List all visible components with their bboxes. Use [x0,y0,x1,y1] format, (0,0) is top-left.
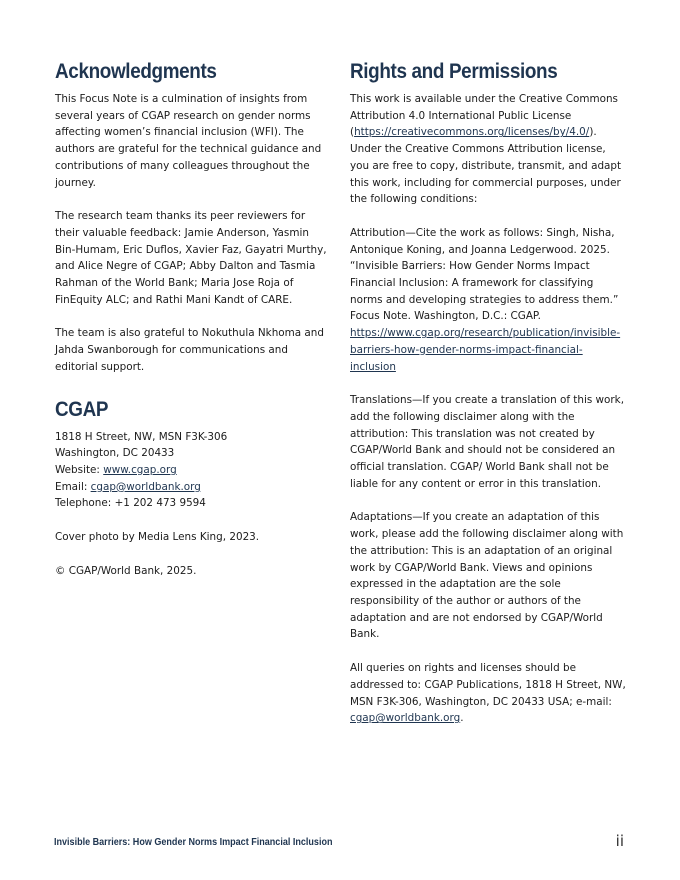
telephone-line: Telephone: +1 202 473 9594 [55,497,206,510]
queries-email-link[interactable]: cgap@worldbank.org [350,712,461,725]
queries-text: All queries on rights and licenses should be addressed to: CGAP Publications, 1818 H Street, NW, MSN F3K-306, Washington, DC 20433 USA; e-mail: [350,662,626,708]
page-number: ii [615,832,624,850]
rights-heading: Rights and Permissions [350,60,558,83]
attribution-paragraph [350,225,628,375]
email-line [55,479,330,496]
ack-paragraph-2: The research team thanks its peer reviewers for their valuable feedback: Jamie Anderson, Yasmin Bin-Humam, Eric Duflos, Xavier Faz, Gayatri Murthy, and Alice Negre of CGAP; Abby Dalton and Tasmia Rahman of the World Bank; Maria Jose Roja of FinEquity ALC; and Rathi Mani Kandt of CARE. [55,210,327,306]
cgap-heading: CGAP [55,397,109,421]
acknowledgments-heading: Acknowledgments [55,60,217,83]
license-link[interactable]: https://creativecommons.org/licenses/by/4.0/ [354,126,590,139]
rights-paragraph-1 [350,91,628,208]
ack-paragraph-1: This Focus Note is a culmination of insights from several years of CGAP research on gender norms affecting women’s financial inclusion (WFI). The authors are grateful for the technical guidance and contributions of many colleagues throughout the journey. [55,93,322,189]
address-line-2: Washington, DC 20433 [55,447,175,460]
adaptations-paragraph: Adaptations—If you create an adaptation of this work, please add the following disclaimer along with the attribution: This is an adaptation of an original work by CGAP/World Bank. Views and opinions expressed in the adaptation are the sole responsibility of the author or authors of the adaptation and are not endorsed by CGAP/World Bank. [350,511,624,641]
publication-link[interactable]: https://www.cgap.org/research/publication/invisible-barriers-how-gender-norms-impact-financial-inclusion [350,327,621,373]
address-line-1: 1818 H Street, NW, MSN F3K-306 [55,430,228,443]
website-line [55,462,330,479]
rights-p1-text-b: ). Under the Creative Commons Attribution license, you are free to copy, distribute, transmit, and adapt this work, including for commercial purposes, under the following conditions: [350,126,622,206]
email-label: Email: [55,480,91,493]
footer-title: Invisible Barriers: How Gender Norms Impact Financial Inclusion [54,836,333,848]
left-column [55,60,330,596]
queries-paragraph [350,660,628,727]
attribution-text: Attribution—Cite the work as follows: Singh, Nisha, Antonique Koning, and Joanna Ledgerwood. 2025. “Invisible Barriers: How Gender Norms Impact Financial Inclusion: A framework for classifying norms and developing strategies to address them.” Focus Note. Washington, D.C.: CGAP. [350,226,619,323]
copyright-notice: © CGAP/World Bank, 2025. [55,564,197,577]
translations-paragraph: Translations—If you create a translation of this work, add the following disclaimer along with the attribution: This translation was not created by CGAP/World Bank and should not be considered an official translation. CGAP/ World Bank shall not be liable for any content or error in this translation. [350,394,624,490]
queries-period: . [460,712,464,725]
rights-p1-text-a: This work is available under the Creative Commons Attribution 4.0 International Public License ( [350,93,618,139]
right-column [350,60,628,744]
cover-photo-credit: Cover photo by Media Lens King, 2023. [55,531,260,544]
ack-paragraph-3: The team is also grateful to Nokuthula Nkhoma and Jahda Swanborough for communications and editorial support. [55,327,324,373]
website-label: Website: [55,463,104,476]
website-link[interactable]: www.cgap.org [103,463,177,476]
email-link[interactable]: cgap@worldbank.org [90,480,201,493]
